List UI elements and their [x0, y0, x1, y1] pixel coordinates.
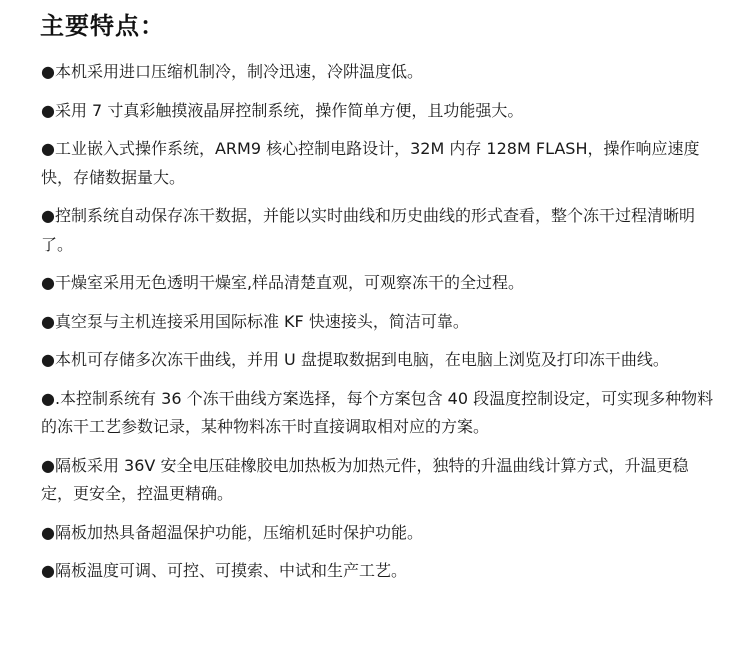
feature-item: ●本机采用进口压缩机制冷，制冷迅速，冷阱温度低。	[41, 62, 423, 81]
feature-item: ●真空泵与主机连接采用国际标准 KF 快速接头，简洁可靠。	[41, 311, 469, 331]
feature-item: ●控制系统自动保存冻干数据，并能以实时曲线和历史曲线的形式查看，整个冻干过程清晰明了。	[41, 206, 695, 254]
feature-item: ●工业嵌入式操作系统，ARM9 核心控制电路设计，32M 内存 128M FLASH，操作响应速度快，存储数据量大。	[41, 139, 700, 187]
feature-item: ●隔板加热具备超温保护功能，压缩机延时保护功能。	[41, 522, 423, 542]
feature-item: ●隔板温度可调、可控、可摸索、中试和生产工艺。	[41, 561, 407, 580]
feature-item: ●隔板采用 36V 安全电压硅橡胶电加热板为加热元件，独特的升温曲线计算方式，升温更稳定，更安全，控温更精确。	[41, 455, 689, 503]
feature-item: ●采用 7 寸真彩触摸液晶屏控制系统，操作简单方便，且功能强大。	[41, 100, 524, 120]
feature-item: ●本机可存储多次冻干曲线，并用 U 盘提取数据到电脑，在电脑上浏览及打印冻干曲线。	[41, 350, 669, 369]
page-title: 主要特点：	[40, 12, 165, 40]
feature-item: ●干燥室采用无色透明干燥室,样品清楚直观，可观察冻干的全过程。	[41, 273, 525, 292]
feature-list	[41, 58, 717, 596]
feature-item: ●.本控制系统有 36 个冻干曲线方案选择，每个方案包含 40 段温度控制设定，可实现多种物料的冻干工艺参数记录，某种物料冻干时直接调取相对应的方案。	[41, 388, 714, 436]
